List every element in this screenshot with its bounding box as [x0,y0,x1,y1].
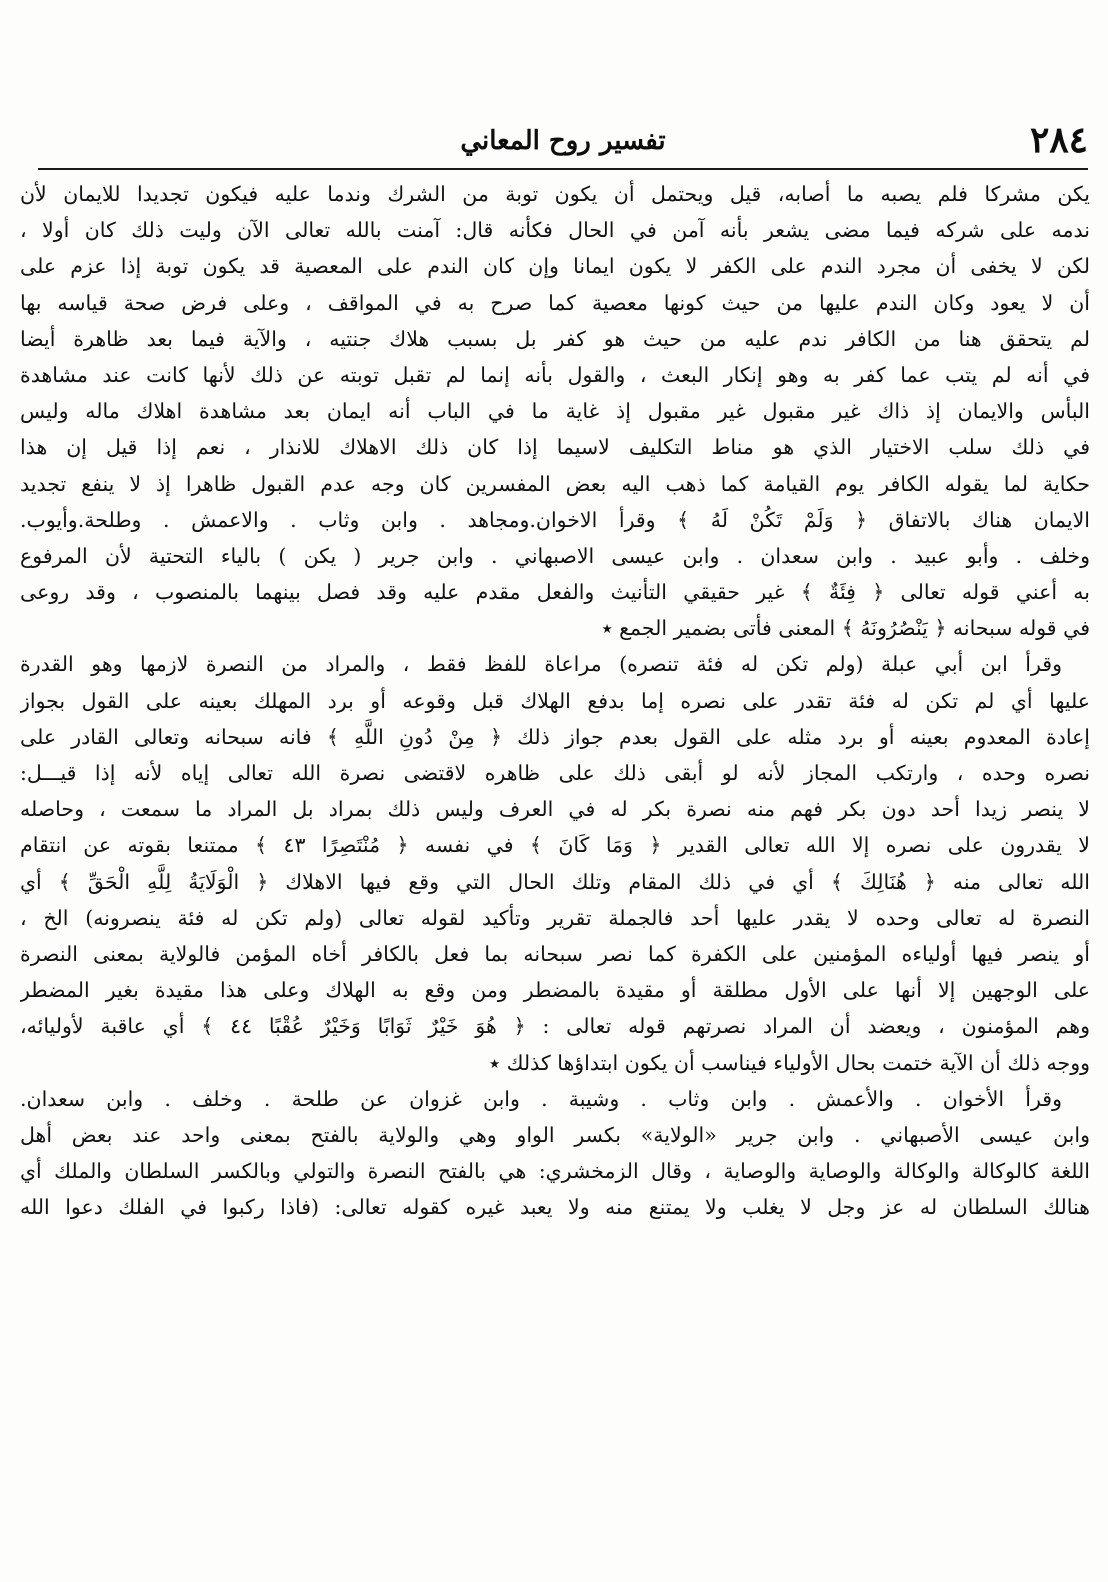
page-number: ٢٨٤ [1029,119,1088,161]
text-line: وخلف . وأبو عبيد . وابن سعدان . وابن عيسى الاصبهاني . وابن جرير ( يكن ) بالياء التحتية لأن المرفوع [20,543,1090,568]
text-line: هنالك السلطان له عز وجل لا يغلب ولا يمتنع منه ولا يعبد غيره كقوله تعالى: (فاذا ركبوا في الفلك دعوا الله [20,1195,1090,1220]
text-line: يكن مشركا فلم يصبه ما أصابه، قيل ويحتمل أن يكون توبة من الشرك وندما عليه فيكون تجديدا للايمان لأن [20,182,1090,206]
text-line: الايمان هناك بالاتفاق ﴿ وَلَمْ تَكُنْ لَهُ ﴾ وقرأ الاخوان.ومجاهد . وابن وثاب . والاعمش . وطلحة.وأيوب. [20,507,1090,532]
text-line: عليها أي لم تكن له فئة تقدر على نصره إما بدفع الهلاك قبل وقوعه أو برد المهلك بعينه على القول بجواز [20,688,1090,713]
text-line: النصرة له تعالى وحده لا يقدر عليها أحد فالجملة تقرير وتأكيد لقوله تعالى (ولم تكن له فئة ينصرونه) الخ ، [20,905,1090,930]
text-line: أن لا يعود وكان الندم عليها من حيث كونها معصية كما صرح به في المواقف ، وعلى فرض صحة قياسه بها [20,290,1090,315]
text-line: في قوله سبحانه ﴿ يَنْصُرُونَهُ ﴾ المعنى فأتى بضمير الجمع ٭ [601,616,1090,641]
text-line: حكاية لما يقوله الكافر يوم القيامة كما ذهب اليه بعض المفسرين كان وجه عدم القبول ظاهرا إذ لا ينفع تجديد [20,471,1090,496]
text-line: اللغة كالوكالة والوكالة والوصاية والوصاية ، وقال الزمخشري: هي بالفتح النصرة والتولي وبالكسر السلطان والملك أي [20,1159,1090,1184]
text-line: إعادة المعدوم بعينه أو برد مثله على القول بعدم جواز ذلك ﴿ مِنْ دُونِ اللَّهِ ﴾ فانه سبحانه وتعالى القادر على [20,724,1090,749]
text-line: وابن عيسى الأصبهاني . وابن جرير «الولاية» بكسر الواو وهي والولاية بالفتح بمعنى واحد عند بعض أهل [20,1122,1090,1147]
text-line: نصره وحده ، وارتكب المجاز لأنه لو أبقى ذلك على ظاهره لاقتضى نصرة الله تعالى إياه لأنه إذا قيـــل: [20,761,1090,785]
text-line: وهم المؤمنون ، ويعضد أن المراد نصرتهم قوله تعالى : ﴿ هُوَ خَيْرٌ ثَوَابًا وَخَيْرٌ عُقْبًا ٤٤ ﴾ أي عاقبة لأوليائه، [20,1014,1090,1039]
text-line: وقرأ ابن أبي عبلة (ولم تكن له فئة تنصره) مراعاة للفظ فقط ، والمراد من النصرة لازمها وهو القدرة [20,652,1062,677]
text-line: ووجه ذلك أن الآية ختمت بحال الأولياء فيناسب أن يكون ابتداؤها كذلك ٭ [488,1050,1090,1075]
text-line: أو ينصر فيها أولياءه المؤمنين على الكفرة كما نصر سبحانه بما فعل بالكافر أخاه المؤمن فالولاية بمعنى النصرة [20,941,1090,966]
text-line: لكن لا يخفى أن مجرد الندم على الكفر لا يكون ايمانا وإن كان الندم على المعصية قد يكون توبة إذا عزم على [20,254,1090,279]
commentary-text [20,176,1090,1225]
text-line: لا يقدرون على نصره إلا الله تعالى القدير ﴿ وَمَا كَانَ ﴾ في نفسه ﴿ مُنْتَصِرًا ٤٣ ﴾ ممتنعا بقوته عن انتقام [20,833,1090,858]
running-title: تفسير روح المعاني [460,126,666,156]
text-line: ندمه على شركه فيما مضى يشعر بأنه آمن في الحال فكأنه قال: آمنت بالله تعالى الآن وليت ذلك كان أولا ، [20,218,1090,243]
text-line: على الوجهين إلا أنها على الأول مطلقة أو مقيدة بالمضطر ومن وقع به الهلاك وعلى هذا مقيدة بغير المضطر [20,978,1090,1003]
page-header [38,118,1088,164]
text-line: به أعني قوله تعالى ﴿ فِئَةٌ ﴾ غير حقيقي التأنيث والفعل مقدم عليه وقد فصل بينهما بالمنصوب ، وقد روعى [20,580,1090,605]
text-line: لا ينصر زيدا أحد دون بكر فهم منه نصرة بكر له في العرف وليس ذلك بمراد بل المراد ما سمعت ، وحاصله [20,797,1090,822]
header-rule [38,168,1088,170]
text-line: في أنه لم يتب عما كفر به وهو إنكار البعث ، والقول بأنه إنما لم تقبل توبته عن ذلك لأنها كانت عند مشاهدة [20,362,1090,387]
text-line: الله تعالى منه ﴿ هُنَالِكَ ﴾ أي في ذلك المقام وتلك الحال التي وقع فيها الاهلاك ﴿ الْوَلَايَةُ لِلَّهِ الْحَقِّ ﴾ أي [20,869,1090,894]
text-line: في ذلك سلب الاختيار الذي هو مناط التكليف لاسيما إذا كان ذلك الاهلاك للانذار ، نعم إذا قيل إن هذا [20,435,1090,460]
text-line: وقرأ الأخوان . والأعمش . وابن وثاب . وشيبة . وابن غزوان عن طلحة . وخلف . وابن سعدان. [20,1086,1062,1111]
text-line: البأس والايمان إذ ذاك غير مقبول غير مقبول إذ غاية ما في الباب أنه ايمان بعد مشاهدة اهلاك ماله وليس [20,399,1090,424]
text-line: لم يتحقق هنا من الكافر ندم عليه من حيث هو كفر بل بسبب هلاك جنتيه ، والآية فيما بعد ظاهرة أيضا [20,326,1090,351]
